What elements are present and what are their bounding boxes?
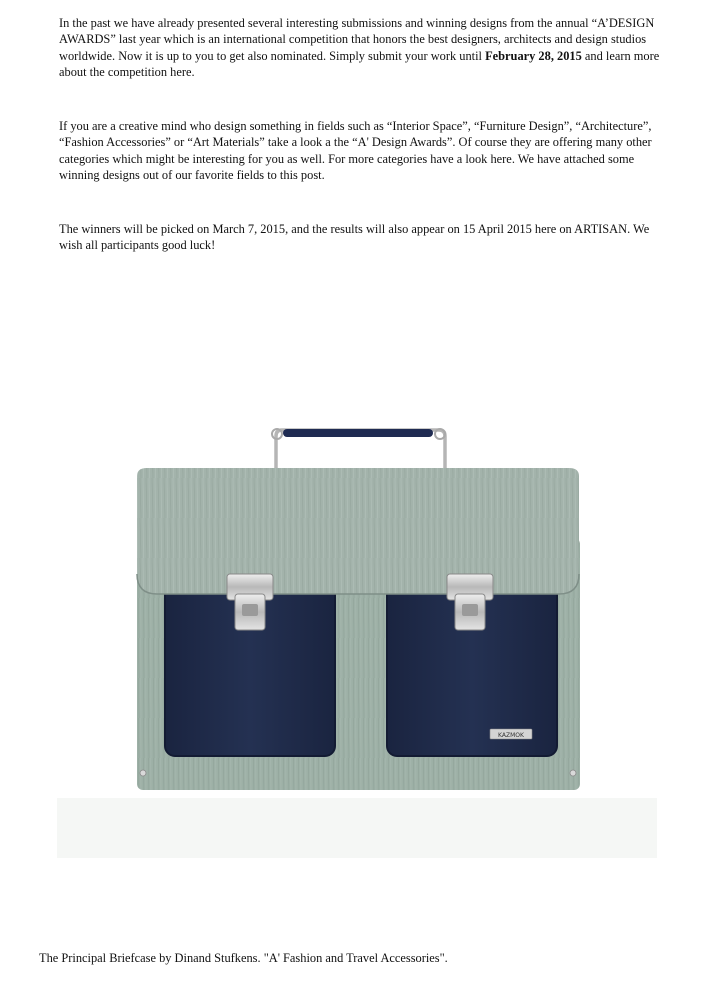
deadline-date: February 28, 2015 [485, 48, 582, 63]
intro-text-3: . [191, 64, 195, 79]
intro-text-1: In the past we have already presented several interesting submissions and winning designs from the annual “A’DESIGN AWARDS” last year which is an international competition that honors the best designers, architects and design studios worldwide. Now it is up to you to get also nominated. Simply submit your work until [59, 16, 655, 63]
intro-text-2: and learn more about the [59, 48, 660, 79]
briefcase-flap [137, 468, 579, 594]
article-paragraph-categories [59, 118, 664, 183]
categories-link[interactable]: here [490, 151, 512, 166]
categories-text-2: . We have attached some winning designs out of our favorite fields to this post. [59, 151, 635, 182]
competition-link[interactable]: competition here [107, 64, 192, 79]
image-caption: The Principal Briefcase by Dinand Stufkens. "A' Fashion and Travel Accessories". [39, 951, 448, 965]
categories-text-1: If you are a creative mind who design something in fields such as “Interior Space”, “Furniture Design”, “Architecture”, “Fashion Accessories” or “Art Materials” take a look a the “A' Design Awards”. Of course they are offering many other categories which might be interesting for you as well. For more categories have a look [59, 119, 652, 166]
article-paragraph-intro [59, 15, 664, 80]
article-paragraph-winners: The winners will be picked on March 7, 2015, and the results will also appear on 15 April 2015 here on ARTISAN. We wish all participants good luck! [59, 222, 650, 253]
brand-tag-text: KAZMOK [498, 732, 524, 739]
briefcase-photo [37, 398, 679, 868]
